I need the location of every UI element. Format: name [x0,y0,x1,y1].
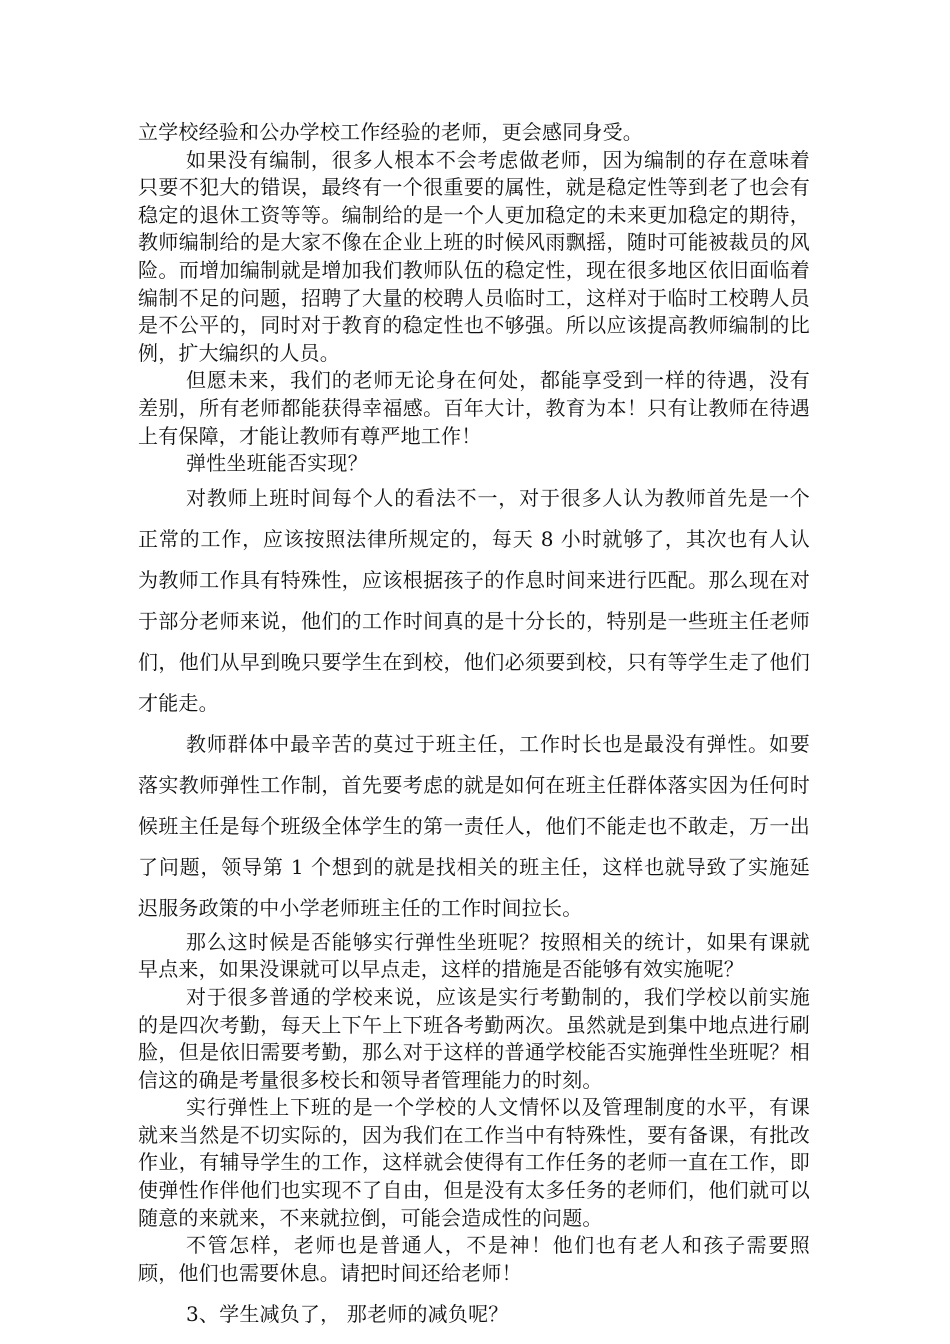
paragraph-head-teacher: 教师群体中最辛苦的莫过于班主任，工作时长也是最没有弹性。如要落实教师弹性工作制，首先要考虑的就是如何在班主任群体落实因为任何时候班主任是每个班级全体学生的第一责任人，他们不能走也不敢走，万一出了问题，领导第 1 个想到的就是找相关的班主任，这样也就导致了实施延迟服务政策的中小学老师班主任的工作时间拉长。 [138,731,810,920]
section-heading-teacher-burden: 3、学生减负了， 那老师的减负呢？ [186,1302,509,1327]
paragraph-future-hope: 但愿未来，我们的老师无论身在何处，都能享受到一样的待遇，没有差别，所有老师都能获得幸福感。百年大计，教育为本！只有让教师在待遇上有保障，才能让教师有尊严地工作！ [138,368,810,448]
paragraph-teacher-staffing: 如果没有编制，很多人根本不会考虑做老师，因为编制的存在意味着只要不犯大的错误，最终有一个很重要的属性，就是稳定性等到老了也会有稳定的退休工资等等。编制给的是一个人更加稳定的未来更加稳定的期待，教师编制给的是大家不像在企业上班的时候风雨飘摇，随时可能被裁员的风险。而增加编制就是增加我们教师队伍的稳定性，现在很多地区依旧面临着编制不足的问题，招聘了大量的校聘人员临时工，这样对于临时工校聘人员是不公平的，同时对于教育的稳定性也不够强。所以应该提高教师编制的比例，扩大编织的人员。 [138,147,810,365]
document-body [138,119,810,1329]
paragraph-flexible-question: 那么这时候是否能够实行弹性坐班呢？按照相关的统计，如果有课就早点来，如果没课就可以早点走，这样的措施是否能够有效实施呢？ [138,929,810,982]
paragraph-management: 实行弹性上下班的是一个学校的人文情怀以及管理制度的水平，有课就来当然是不切实际的，因为我们在工作当中有特殊性，要有备课，有批改作业，有辅导学生的工作，这样就会使得有工作任务的老师一直在工作，即使弹性作伴他们也实现不了自由，但是没有太多任务的老师们，他们就可以随意的来就来，不来就拉倒，可能会造成性的问题。 [138,1095,810,1230]
paragraph-attendance: 对于很多普通的学校来说，应该是实行考勤制的，我们学校以前实施的是四次考勤，每天上下午上下班各考勤两次。虽然就是到集中地点进行刷脸，但是依旧需要考勤，那么对于这样的普通学校能否实施弹性坐班呢？相信这的确是考量很多校长和领导者管理能力的时刻。 [138,984,810,1092]
paragraph-conclusion: 不管怎样，老师也是普通人，不是神！他们也有老人和孩子需要照顾，他们也需要休息。请把时间还给老师！ [138,1233,810,1285]
paragraph-working-hours: 对教师上班时间每个人的看法不一，对于很多人认为教师首先是一个正常的工作，应该按照法律所规定的，每天 8 小时就够了，其次也有人认为教师工作具有特殊性，应该根据孩子的作息时间来进行匹配。那么现在对于部分老师来说，他们的工作时间真的是十分长的，特别是一些班主任老师们，他们从早到晚只要学生在到校，他们必须要到校，只有等学生走了他们才能走。 [138,485,810,715]
section-heading-flexible-work: 弹性坐班能否实现？ [186,451,368,476]
paragraph-continuation: 立学校经验和公办学校工作经验的老师，更会感同身受。 [138,120,643,144]
